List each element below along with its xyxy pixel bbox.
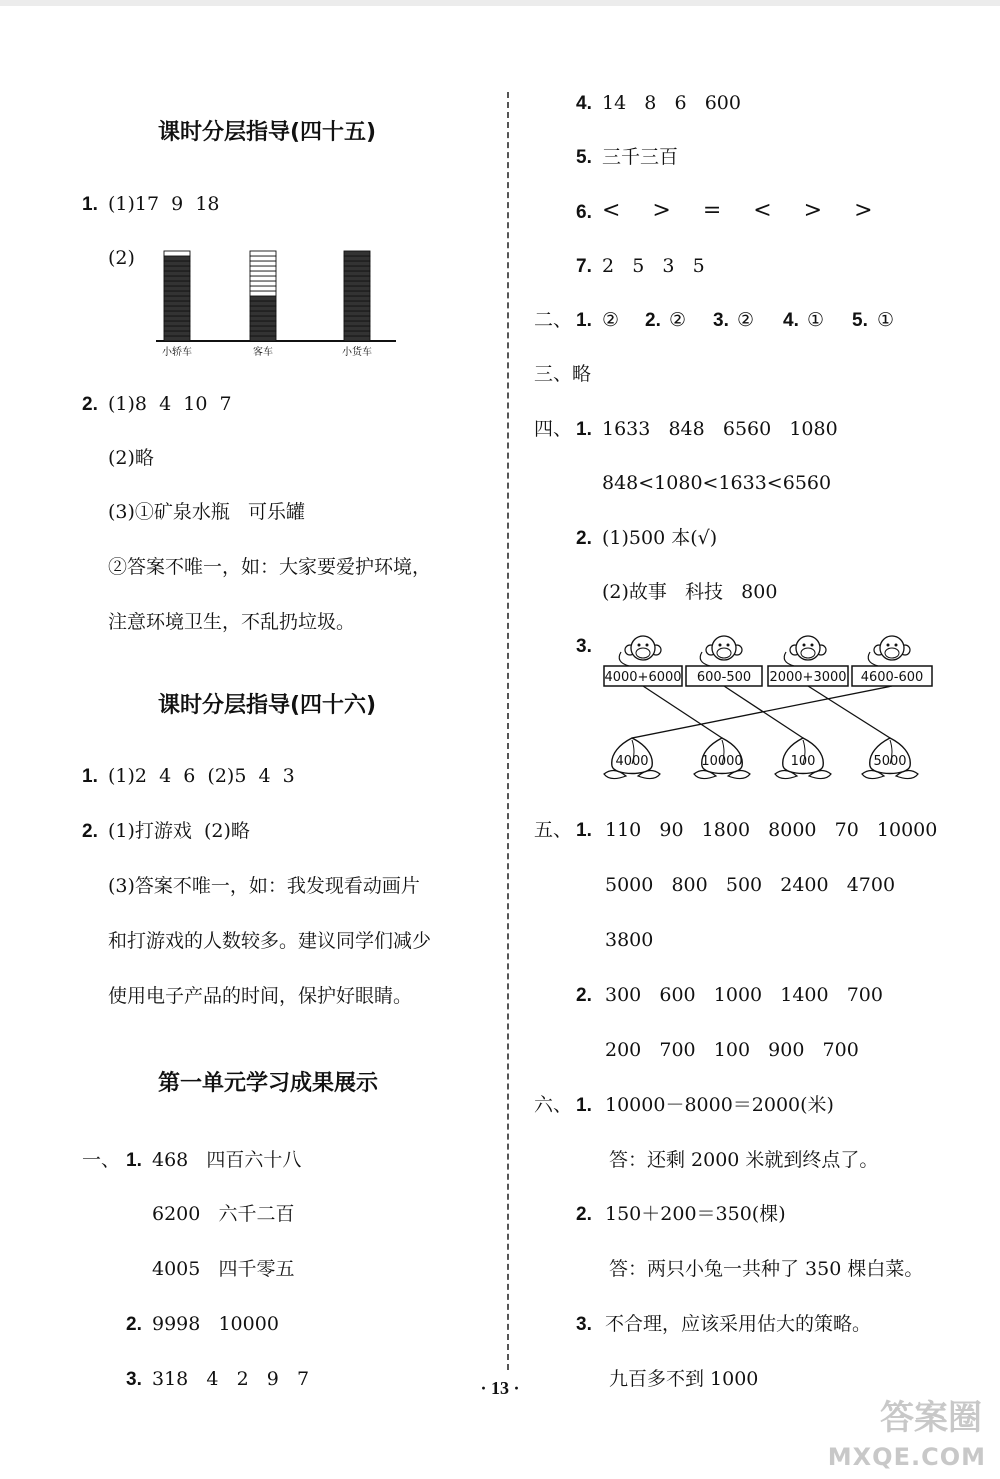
x-tick-label: 小轿车 bbox=[162, 347, 192, 358]
expression-label: 4600-600 bbox=[860, 670, 924, 685]
peach-label: 10000 bbox=[701, 754, 743, 769]
answer-line: (2) bbox=[108, 247, 135, 269]
monkey-muzzle bbox=[717, 648, 731, 658]
bar-chart bbox=[148, 245, 408, 363]
answer-line: (2)故事 科技 800 bbox=[602, 581, 778, 603]
answer-line: 4005 四千零五 bbox=[152, 1258, 295, 1280]
answer-line: (1)打游戏 (2)略 bbox=[108, 820, 250, 842]
monkey-eye bbox=[803, 644, 806, 647]
monkey-muzzle bbox=[801, 648, 815, 658]
q-number: 1. bbox=[82, 766, 98, 787]
bar-cell-filled bbox=[164, 306, 190, 311]
bar-cell-filled bbox=[250, 321, 276, 326]
answer-line: (1)500 本(√) bbox=[602, 527, 718, 549]
monkey-eye bbox=[811, 644, 814, 647]
part-prefix: 四、 bbox=[534, 418, 573, 440]
answer-line: (1)2 4 6 (2)5 4 3 bbox=[108, 765, 295, 787]
bar-cell-filled bbox=[344, 271, 370, 276]
monkey-muzzle bbox=[636, 648, 650, 658]
answer-line: 200 700 100 900 700 bbox=[605, 1039, 859, 1061]
choice: ② bbox=[602, 309, 620, 331]
answer-line: 150＋200＝350(棵) bbox=[605, 1203, 786, 1225]
bar-cell-empty bbox=[250, 281, 276, 286]
bar-cell-filled bbox=[344, 251, 370, 256]
bar-cell-filled bbox=[250, 336, 276, 341]
bar-cell-empty bbox=[250, 286, 276, 291]
answer-line: (2)略 bbox=[108, 447, 154, 469]
part-prefix: 一、 bbox=[82, 1149, 121, 1171]
bar-cell-empty bbox=[250, 251, 276, 256]
answer-line: (3)答案不唯一，如：我发现看动画片 bbox=[108, 875, 420, 897]
match-line bbox=[643, 686, 722, 738]
page-number: · 13 · bbox=[480, 1378, 520, 1398]
monkey-icon bbox=[784, 636, 826, 666]
answer-line: 三千三百 bbox=[602, 146, 679, 168]
answer-line: 三、略 bbox=[534, 363, 592, 385]
part-prefix: 六、 bbox=[534, 1094, 573, 1116]
monkey-icon bbox=[868, 636, 910, 666]
bar-cell-filled bbox=[164, 326, 190, 331]
bar-cell-filled bbox=[164, 276, 190, 281]
bar-cell-filled bbox=[344, 281, 370, 286]
answer-line: 110 90 1800 8000 70 10000 bbox=[605, 819, 938, 841]
monkey-eye bbox=[895, 644, 898, 647]
peach-label: 5000 bbox=[873, 754, 907, 769]
bar-cell-filled bbox=[164, 286, 190, 291]
expression-label: 2000+3000 bbox=[769, 670, 847, 685]
bar-cell-filled bbox=[344, 261, 370, 266]
answer-line: 不合理，应该采用估大的策略。 bbox=[605, 1313, 872, 1335]
q-number: 1. bbox=[126, 1150, 142, 1171]
bar-cell-filled bbox=[344, 306, 370, 311]
bar-cell-filled bbox=[164, 321, 190, 326]
answer-line: 14 8 6 600 bbox=[602, 92, 741, 114]
q-number: 4. bbox=[783, 310, 799, 331]
monkey-icon bbox=[619, 636, 661, 666]
monkey-eye bbox=[727, 644, 730, 647]
bar-cell-filled bbox=[344, 331, 370, 336]
q-number: 2. bbox=[576, 1204, 592, 1225]
q-number: 2. bbox=[576, 985, 592, 1006]
choice: ① bbox=[807, 309, 825, 331]
choice: ① bbox=[877, 309, 895, 331]
peach-label: 4000 bbox=[615, 754, 649, 769]
answer-line: 答：两只小兔一共种了 350 棵白菜。 bbox=[609, 1258, 924, 1280]
q-number: 2. bbox=[82, 394, 98, 415]
column-divider bbox=[507, 92, 509, 1370]
answer-line: 300 600 1000 1400 700 bbox=[605, 984, 883, 1006]
bar-cell-filled bbox=[164, 331, 190, 336]
bar bbox=[250, 251, 276, 341]
bar-cell-filled bbox=[344, 296, 370, 301]
monkey-eye bbox=[887, 644, 890, 647]
bar-cell-filled bbox=[344, 326, 370, 331]
q-number: 3. bbox=[126, 1369, 142, 1390]
q-number: 1. bbox=[82, 194, 98, 215]
scan-top-edge bbox=[0, 0, 1000, 6]
bar-cell-filled bbox=[250, 301, 276, 306]
bar-cell-filled bbox=[164, 291, 190, 296]
bar-cell-filled bbox=[164, 271, 190, 276]
q-number: 2. bbox=[82, 821, 98, 842]
q-number: 4. bbox=[576, 93, 592, 114]
answer-line: 468 四百六十八 bbox=[152, 1149, 302, 1171]
section-46-title: 课时分层指导(四十六) bbox=[158, 693, 377, 718]
answer-line: 注意环境卫生，不乱扔垃圾。 bbox=[108, 611, 356, 633]
q-number: 2. bbox=[645, 310, 661, 331]
choice: ② bbox=[669, 309, 687, 331]
answer-line: (1)8 4 10 7 bbox=[108, 393, 232, 415]
bar-cell-filled bbox=[250, 326, 276, 331]
answer-line: ②答案不唯一，如：大家要爱护环境， bbox=[108, 556, 432, 578]
part-prefix: 二、 bbox=[534, 309, 573, 331]
watermark-url: MXQE.COM bbox=[827, 1443, 986, 1471]
matching-figure bbox=[596, 630, 946, 790]
answer-line: (1)17 9 18 bbox=[108, 193, 220, 215]
bar-cell-filled bbox=[164, 266, 190, 271]
section-45-title: 课时分层指导(四十五) bbox=[158, 120, 377, 145]
bar-cell-filled bbox=[164, 301, 190, 306]
bar-cell-filled bbox=[344, 266, 370, 271]
bar-cell-filled bbox=[344, 311, 370, 316]
monkey-muzzle bbox=[885, 648, 899, 658]
bar-cell-empty bbox=[250, 266, 276, 271]
q-number: 2. bbox=[126, 1314, 142, 1335]
bar-cell-filled bbox=[164, 281, 190, 286]
bar-cell-empty bbox=[250, 271, 276, 276]
bar-cell-empty bbox=[250, 276, 276, 281]
monkey-eye bbox=[646, 644, 649, 647]
bar-cell-filled bbox=[164, 316, 190, 321]
q-number: 6. bbox=[576, 202, 592, 223]
bar-cell-filled bbox=[164, 296, 190, 301]
q-number: 3. bbox=[576, 636, 592, 657]
q-number: 1. bbox=[576, 310, 592, 331]
q-number: 1. bbox=[576, 419, 592, 440]
answer-line: 3800 bbox=[605, 929, 654, 951]
watermark-logo: 答案圈 bbox=[880, 1398, 982, 1438]
monkey-eye bbox=[719, 644, 722, 647]
answer-line: 5000 800 500 2400 4700 bbox=[605, 874, 896, 896]
match-line bbox=[808, 686, 890, 738]
q-number: 3. bbox=[576, 1314, 592, 1335]
x-tick-label: 客车 bbox=[253, 347, 273, 358]
answer-line: 318 4 2 9 7 bbox=[152, 1368, 310, 1390]
bar-cell-filled bbox=[344, 286, 370, 291]
answer-line: 9998 10000 bbox=[152, 1313, 279, 1335]
answer-line: 九百多不到 1000 bbox=[609, 1368, 759, 1390]
bar-cell-filled bbox=[250, 296, 276, 301]
bar-cell-filled bbox=[344, 316, 370, 321]
q-number: 5. bbox=[576, 147, 592, 168]
bar bbox=[164, 251, 190, 341]
bar-cell-filled bbox=[250, 306, 276, 311]
x-tick-label: 小货车 bbox=[342, 347, 372, 358]
answer-line: (3)①矿泉水瓶 可乐罐 bbox=[108, 501, 306, 523]
bar-cell-empty bbox=[250, 256, 276, 261]
peach-label: 100 bbox=[790, 754, 816, 769]
unit1-title: 第一单元学习成果展示 bbox=[158, 1071, 379, 1096]
bar-cell-filled bbox=[164, 311, 190, 316]
bar-cell-filled bbox=[164, 261, 190, 266]
match-line bbox=[632, 686, 892, 738]
bar-cell-filled bbox=[344, 301, 370, 306]
monkey-icon bbox=[700, 636, 742, 666]
part-prefix: 五、 bbox=[534, 819, 573, 841]
expression-label: 4000+6000 bbox=[604, 670, 682, 685]
answer-line: 和打游戏的人数较多。建议同学们减少 bbox=[108, 930, 432, 952]
bar-cell-empty bbox=[164, 251, 190, 256]
bar-cell-empty bbox=[250, 261, 276, 266]
q-number: 7. bbox=[576, 256, 592, 277]
expression-label: 600-500 bbox=[696, 670, 752, 685]
answer-line: 使用电子产品的时间，保护好眼睛。 bbox=[108, 985, 413, 1007]
answer-line: 答：还剩 2000 米就到终点了。 bbox=[609, 1149, 879, 1171]
bar-cell-filled bbox=[250, 316, 276, 321]
bar-cell-filled bbox=[344, 336, 370, 341]
q-number: 1. bbox=[576, 1095, 592, 1116]
bar-cell-filled bbox=[344, 291, 370, 296]
choice: ② bbox=[737, 309, 755, 331]
answer-line: 1633 848 6560 1080 bbox=[602, 418, 838, 440]
bar-cell-filled bbox=[344, 256, 370, 261]
answer-line: 6200 六千二百 bbox=[152, 1203, 295, 1225]
answer-line: 10000－8000＝2000(米) bbox=[605, 1094, 834, 1116]
answer-line: < > = < > > bbox=[602, 198, 879, 223]
bar-cell-filled bbox=[344, 276, 370, 281]
q-number: 2. bbox=[576, 528, 592, 549]
answer-line: 848<1080<1633<6560 bbox=[602, 472, 832, 494]
bar-cell-filled bbox=[164, 256, 190, 261]
bar-cell-filled bbox=[250, 311, 276, 316]
q-number: 1. bbox=[576, 820, 592, 841]
bar-cell-filled bbox=[344, 321, 370, 326]
bar-cell-filled bbox=[164, 336, 190, 341]
monkey-eye bbox=[638, 644, 641, 647]
q-number: 3. bbox=[713, 310, 729, 331]
bar-cell-empty bbox=[250, 291, 276, 296]
bar-cell-filled bbox=[250, 331, 276, 336]
q-number: 5. bbox=[852, 310, 868, 331]
bar bbox=[344, 251, 370, 341]
answer-line: 2 5 3 5 bbox=[602, 255, 705, 277]
